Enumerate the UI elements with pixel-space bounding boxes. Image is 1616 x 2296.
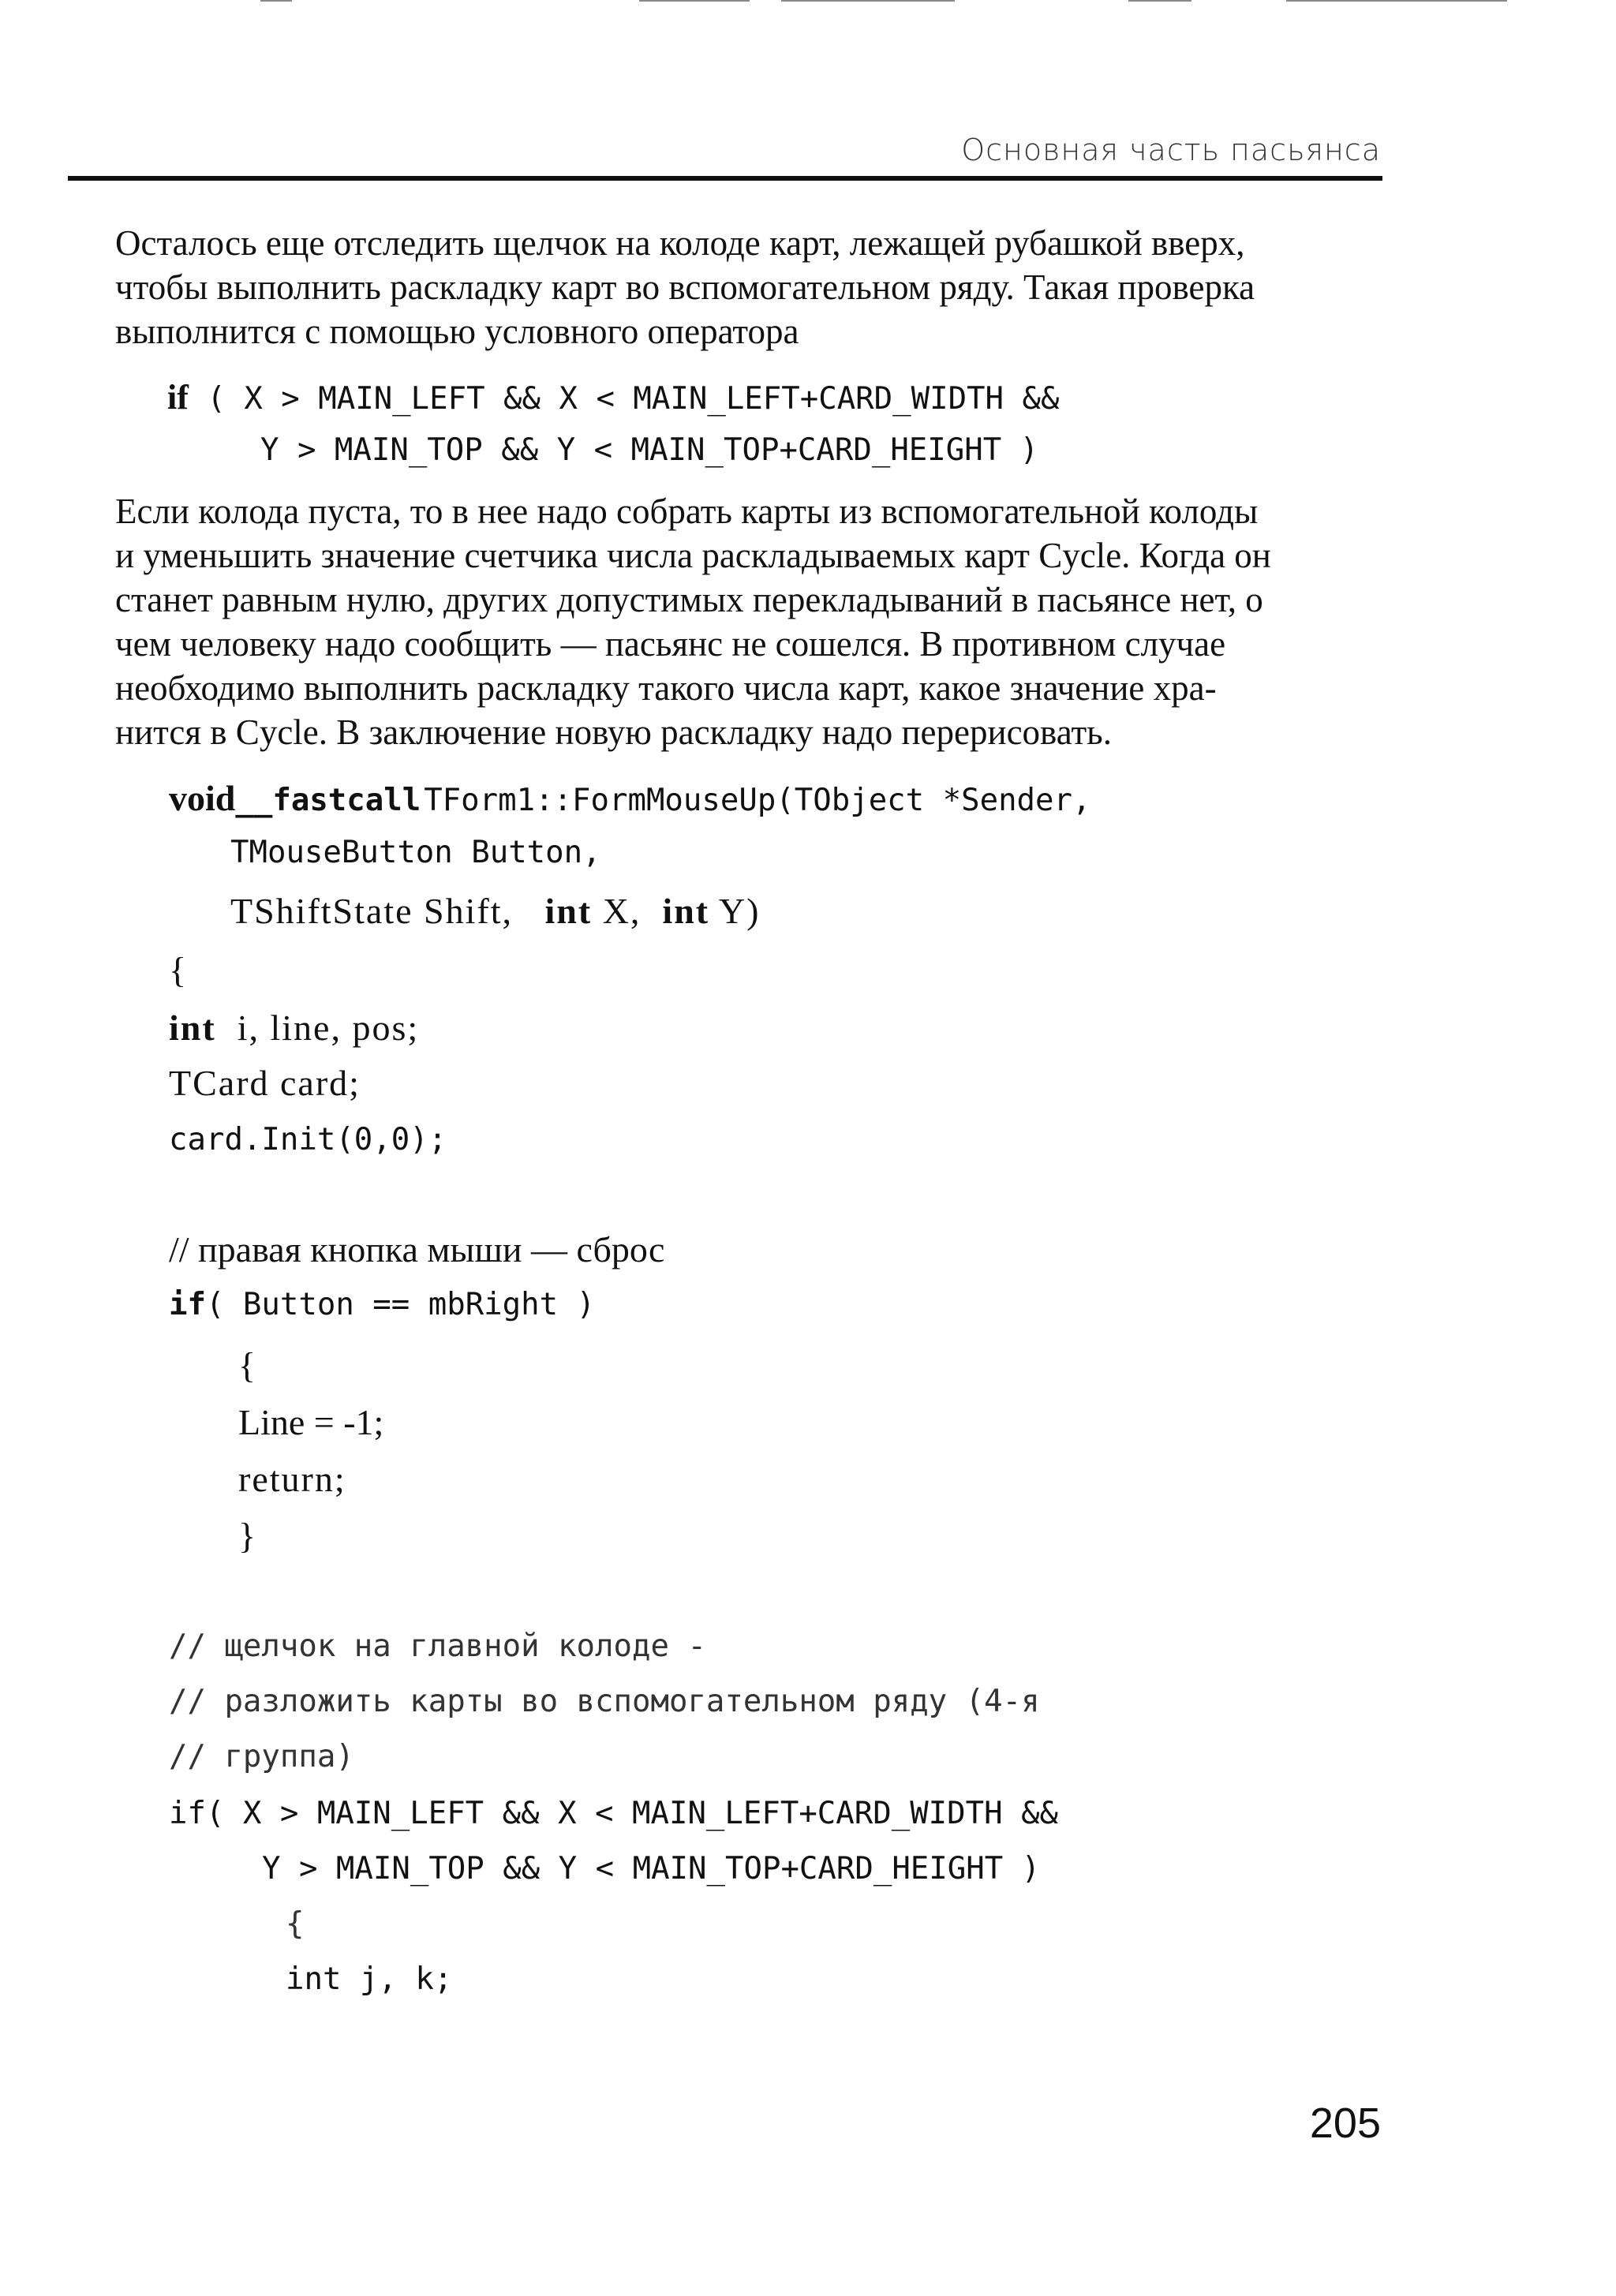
code-comment-line: // щелчок на главной колоде -	[169, 1629, 706, 1664]
code-text: Y)	[718, 891, 761, 931]
code-text: ( Button == mbRight )	[205, 1287, 596, 1322]
paragraph-line: и уменьшить значение счетчика числа раскладываемых карт Cycle. Когда он	[115, 536, 1271, 575]
header-rule	[68, 176, 1382, 181]
code-line-11: Line = -1;	[238, 1402, 384, 1442]
paragraph-line: необходимо выполнить раскладку такого числа карт, какое значение хра-	[115, 668, 1217, 708]
code-line-10: {	[238, 1345, 256, 1385]
code-line-12: return;	[238, 1459, 346, 1499]
paragraph-line: выполнится с помощью условного оператора	[115, 312, 799, 351]
code-line-1	[169, 777, 1090, 819]
code-keyword: if	[169, 1287, 206, 1322]
running-header: Основная часть пасьянса	[961, 133, 1381, 167]
code-comment-line: // группа)	[169, 1739, 354, 1774]
code-line-18: Y > MAIN_TOP && Y < MAIN_TOP+CARD_HEIGHT )	[262, 1851, 1041, 1887]
code-keyword: if	[167, 378, 189, 417]
paragraph-line: станет равным нулю, других допустимых перекладываний в пасьянсе нет, о	[115, 580, 1263, 619]
code-line-19: {	[286, 1906, 305, 1942]
code-keyword: void	[169, 778, 236, 818]
scan-artifact-top	[260, 0, 1547, 6]
paragraph-line: Осталось еще отследить щелчок на колоде карт, лежащей рубашкой вверх,	[115, 223, 1245, 263]
code-keyword: __fastcall	[235, 783, 421, 818]
paragraph-2	[115, 489, 1382, 754]
snippet1-line-2: Y > MAIN_TOP && Y < MAIN_TOP+CARD_HEIGHT )	[260, 432, 1039, 468]
code-keyword: int	[544, 891, 593, 931]
code-line-5	[169, 1007, 419, 1049]
page-number: 205	[1309, 2100, 1381, 2147]
code-text: X,	[602, 891, 642, 931]
code-line-3	[230, 890, 760, 932]
code-text: TForm1::FormMouseUp(TObject *Sender,	[424, 783, 1091, 818]
code-line-2: TMouseButton Button,	[230, 835, 601, 870]
paragraph-line: нится в Cycle. В заключение новую раскладку надо перерисовать.	[115, 712, 1112, 752]
code-text: i, line, pos;	[237, 1008, 420, 1048]
code-line-20: int j, k;	[286, 1961, 453, 1997]
code-line-9	[169, 1287, 595, 1322]
code-text: TShiftState Shift,	[230, 891, 513, 931]
paragraph-line: чем человеку надо сообщить — пасьянс не сошелся. В противном случае	[115, 624, 1226, 664]
code-keyword: int	[169, 1008, 216, 1048]
snippet1-line-1	[167, 377, 1059, 417]
code-comment-line: // правая кнопка мыши — сброс	[169, 1229, 665, 1270]
code-line-13: }	[238, 1516, 256, 1556]
paragraph-line: Если колода пуста, то в нее надо собрать карты из вспомогательной колоды	[115, 492, 1259, 531]
code-comment-line: // разложить карты во вспомогательном ряду (4-я	[169, 1684, 1040, 1719]
code-line-4: {	[169, 950, 187, 990]
paragraph-line: чтобы выполнить раскладку карт во вспомогательном ряду. Такая проверка	[115, 267, 1255, 307]
code-line-7: card.Init(0,0);	[169, 1122, 447, 1157]
code-line-6: TCard card;	[169, 1063, 361, 1103]
code-text: ( X > MAIN_LEFT && X < MAIN_LEFT+CARD_WIDTH &&	[207, 381, 1060, 417]
paragraph-1	[115, 221, 1382, 353]
code-keyword: int	[662, 891, 710, 931]
code-line-17: if( X > MAIN_LEFT && X < MAIN_LEFT+CARD_WIDTH &&	[169, 1796, 1059, 1831]
